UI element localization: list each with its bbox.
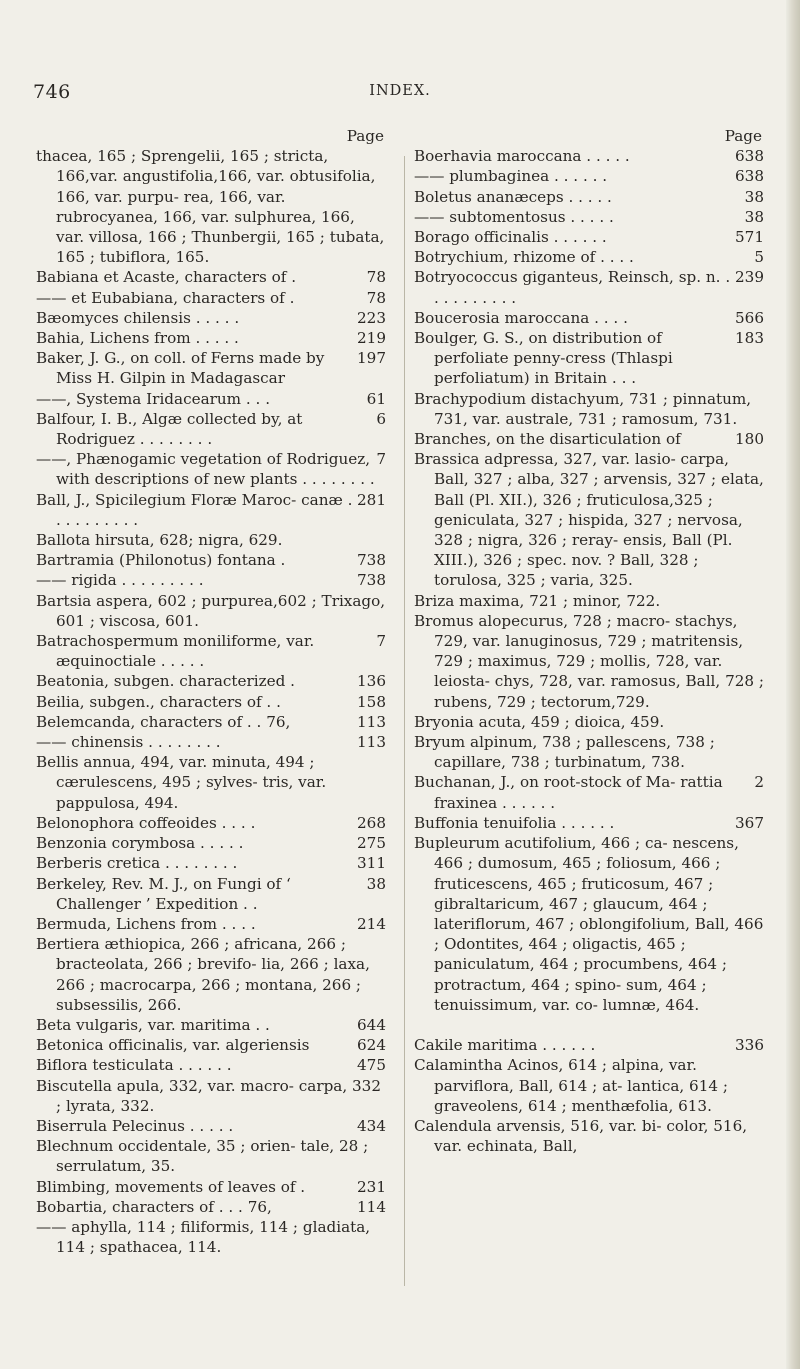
index-entry xyxy=(36,1177,386,1197)
left-column xyxy=(36,126,386,1257)
entry-text: Cakile maritima . . . . . . xyxy=(414,1036,596,1055)
entry-text: Berberis cretica . . . . . . . . xyxy=(36,854,238,873)
entry-text: Botrychium, rhizome of . . . . xyxy=(414,248,634,267)
entry-text: —— subtomentosus . . . . . xyxy=(414,207,614,226)
index-entry xyxy=(414,227,764,247)
section-gap xyxy=(414,1015,764,1035)
entry-text: Boletus ananæceps . . . . . xyxy=(414,187,612,206)
entry-text: ——, Phænogamic vegetation of Rodriguez, with descriptions of new plants . . . . . . . . xyxy=(36,450,375,489)
entry-page-ref: 113 xyxy=(357,712,386,731)
index-entry xyxy=(36,712,386,732)
entry-page-ref: 6 xyxy=(376,409,386,428)
index-entry xyxy=(36,530,386,550)
index-entry xyxy=(36,409,386,449)
index-entry xyxy=(414,146,764,166)
entry-page-ref: 638 xyxy=(735,147,764,166)
entry-text: Calendula arvensis, 516, var. bi- color, 516, var. echinata, Ball, xyxy=(414,1116,748,1156)
entry-text: Biflora testiculata . . . . . . xyxy=(36,1056,232,1075)
index-entry xyxy=(36,874,386,914)
entry-text: Biserrula Pelecinus . . . . . xyxy=(36,1116,234,1135)
page-header xyxy=(0,81,800,107)
entry-text: Batrachospermum moniliforme, var. æquinoctiale . . . . . xyxy=(36,632,315,671)
entry-text: Bellis annua, 494, var. minuta, 494 ; cærulescens, 495 ; sylves- tris, var. pappulosa, 494. xyxy=(36,753,327,812)
index-entry xyxy=(36,631,386,671)
entry-text: Belemcanda, characters of . . 76, xyxy=(36,712,291,731)
entry-page-ref: 738 xyxy=(357,571,386,590)
index-entry xyxy=(36,833,386,853)
index-entry xyxy=(414,611,764,712)
entry-text: —— aphylla, 114 ; filiformis, 114 ; gladiata, 114 ; spathacea, 114. xyxy=(36,1217,371,1257)
index-entry xyxy=(414,732,764,772)
entry-text: Buchanan, J., on root-stock of Ma- rattia fraxinea . . . . . . xyxy=(414,773,723,812)
entry-page-ref: 231 xyxy=(357,1177,386,1196)
index-entry xyxy=(414,247,764,267)
index-entry xyxy=(36,671,386,691)
index-entry xyxy=(414,591,764,611)
entry-page-ref: 78 xyxy=(366,288,386,307)
entry-text: Babiana et Acaste, characters of . xyxy=(36,268,297,287)
index-entry xyxy=(36,550,386,570)
index-entry xyxy=(36,1217,386,1257)
entry-text: Bupleurum acutifolium, 466 ; ca- nescens, 466 ; dumosum, 465 ; foliosum, 466 ; fruticescens, 465 ; fruticosum, 467 ; gibraltaricum, 467 ; glaucum, 464 ; lateriflorum, 467 ; oblongifolium, Ball, 466 ; Odontites, 464 ; oligactis, 465 ; paniculatum, 464 ; procumbens, 464 ; protractum, 464 ; spino- sum, 464 ; tenuissimum, var. co- lumnæ, 464. xyxy=(414,834,764,1014)
index-entry xyxy=(36,591,386,631)
page-column-header: Page xyxy=(346,127,384,145)
index-entry xyxy=(36,732,386,752)
entry-text: Bryonia acuta, 459 ; dioica, 459. xyxy=(414,712,665,731)
entry-text: Bromus alopecurus, 728 ; macro- stachys, 729, var. lanuginosus, 729 ; matritensis, 729 ; maximus, 729 ; mollis, 728, var. leiosta- chys, 728, var. ramosus, Ball, 728 ; rubens, 729 ; tectorum,729. xyxy=(414,611,765,711)
index-entry xyxy=(36,449,386,489)
entry-text: —— rigida . . . . . . . . . xyxy=(36,571,204,590)
index-entry xyxy=(36,267,386,287)
entry-text: Beilia, subgen., characters of . . xyxy=(36,692,281,711)
index-entry xyxy=(36,1076,386,1116)
entry-page-ref: 566 xyxy=(735,308,764,327)
entry-page-ref: 434 xyxy=(357,1116,386,1135)
entry-text: Bæomyces chilensis . . . . . xyxy=(36,308,240,327)
entry-page-ref: 275 xyxy=(357,834,386,853)
entry-text: Boerhavia maroccana . . . . . xyxy=(414,147,630,166)
index-entry xyxy=(414,166,764,186)
index-entry xyxy=(414,1116,764,1156)
entry-page-ref: 7 xyxy=(376,450,386,469)
entry-page-ref: 61 xyxy=(366,389,386,408)
entry-text: Blechnum occidentale, 35 ; orien- tale, 28 ; serrulatum, 35. xyxy=(36,1137,369,1176)
entry-text: Boulger, G. S., on distribution of perfoliate penny-cress (Thlaspi perfoliatum) in Britain . . . xyxy=(414,329,673,388)
entry-page-ref: 114 xyxy=(357,1197,386,1216)
entry-page-ref: 311 xyxy=(357,854,386,873)
index-entry xyxy=(36,1197,386,1217)
entry-page-ref: 158 xyxy=(357,692,386,711)
entry-text: Bartramia (Philonotus) fontana . xyxy=(36,551,286,570)
entry-page-ref: 38 xyxy=(744,187,764,206)
entry-page-ref: 336 xyxy=(735,1036,764,1055)
entry-page-ref: 367 xyxy=(735,813,764,832)
index-entry xyxy=(414,712,764,732)
entry-page-ref: 5 xyxy=(754,248,764,267)
page-column-header: Page xyxy=(724,127,762,145)
index-entry xyxy=(36,570,386,590)
entry-page-ref: 136 xyxy=(357,672,386,691)
index-entry xyxy=(36,1015,386,1035)
index-entry xyxy=(414,429,764,449)
entry-page-ref: 281 xyxy=(357,490,386,509)
entry-page-ref: 644 xyxy=(357,1015,386,1034)
entry-page-ref: 571 xyxy=(735,228,764,246)
page-number: 746 xyxy=(33,81,71,103)
entry-text: Baker, J. G., on coll. of Ferns made by Miss H. Gilpin in Madagascar xyxy=(36,349,325,388)
entry-text: Biscutella apula, 332, var. macro- carpa, 332 ; lyrata, 332. xyxy=(36,1076,382,1115)
entry-page-ref: 268 xyxy=(357,813,386,832)
entry-page-ref: 183 xyxy=(735,329,764,348)
index-entry xyxy=(36,308,386,328)
entry-text: Borago officinalis . . . . . . xyxy=(414,228,607,246)
entry-text: Belonophora coffeoides . . . . xyxy=(36,813,256,832)
index-entry xyxy=(36,813,386,833)
entry-text: Brassica adpressa, 327, var. lasio- carpa, Ball, 327 ; alba, 327 ; arvensis, 327 ; elata, Ball (Pl. XII.), 326 ; fruticulosa,325 ; geniculata, 327 ; hispida, 327 ; nervosa, 328 ; nigra, 326 ; reray- ensis, Ball (Pl. XIII.), 326 ; spec. nov. ? Ball, 328 ; torulosa, 325 ; varia, 325. xyxy=(414,450,764,590)
index-entry xyxy=(36,692,386,712)
index-entry xyxy=(36,288,386,308)
index-entry xyxy=(36,934,386,1015)
index-entry xyxy=(414,449,764,590)
page-edge xyxy=(786,0,800,1369)
index-entry xyxy=(414,772,764,812)
entry-text: —— plumbaginea . . . . . . xyxy=(414,167,608,186)
index-entry xyxy=(36,328,386,348)
entry-text: Berkeley, Rev. M. J., on Fungi of ‘ Challenger ’ Expedition . . xyxy=(36,874,291,913)
index-entry xyxy=(36,914,386,934)
entry-page-ref: 78 xyxy=(366,268,386,287)
entry-page-ref: 214 xyxy=(357,914,386,933)
index-entry xyxy=(36,348,386,388)
entry-text: Calamintha Acinos, 614 ; alpina, var. parviflora, Ball, 614 ; at- lantica, 614 ; graveolens, 614 ; menthæfolia, 613. xyxy=(414,1056,728,1115)
entry-page-ref: 7 xyxy=(376,632,386,651)
entry-text: Ball, J., Spicilegium Floræ Maroc- canæ . . . . . . . . . . xyxy=(36,490,353,529)
entry-text: thacea, 165 ; Sprengelii, 165 ; stricta, 166,var. angustifolia,166, var. obtusifolia, 166, var. purpu- rea, 166, var. rubrocyanea, 166, var. sulphurea, 166, var. villosa, 166 ; Thunbergii, 165 ; tubata, 165 ; tubiflora, 165. xyxy=(36,147,385,267)
entry-text: Briza maxima, 721 ; minor, 722. xyxy=(414,591,661,610)
entry-text: Branches, on the disarticulation of xyxy=(414,430,681,449)
entry-page-ref: 38 xyxy=(366,874,386,893)
index-entry xyxy=(414,389,764,429)
entry-text: Boucerosia maroccana . . . . xyxy=(414,308,628,327)
index-entry xyxy=(414,328,764,389)
entry-text: Ballota hirsuta, 628; nigra, 629. xyxy=(36,531,283,550)
entry-page-ref: 239 xyxy=(735,268,764,287)
entry-page-ref: 475 xyxy=(357,1056,386,1075)
index-entry xyxy=(36,490,386,530)
entry-text: Balfour, I. B., Algæ collected by, at Rodriguez . . . . . . . . xyxy=(36,409,303,449)
entry-page-ref: 2 xyxy=(754,773,764,792)
index-entry xyxy=(36,1035,386,1055)
entry-page-ref: 113 xyxy=(357,733,386,752)
entry-page-ref: 38 xyxy=(744,207,764,226)
index-entry xyxy=(414,267,764,307)
index-entry xyxy=(414,833,764,1015)
index-entry xyxy=(414,1035,764,1055)
entry-page-ref: 738 xyxy=(357,551,386,570)
index-entry xyxy=(36,1116,386,1136)
entry-text: Brachypodium distachyum, 731 ; pinnatum, 731, var. australe, 731 ; ramosum, 731. xyxy=(414,389,752,428)
index-entry xyxy=(414,813,764,833)
entry-text: Bahia, Lichens from . . . . . xyxy=(36,329,239,348)
entry-text: Bermuda, Lichens from . . . . xyxy=(36,914,256,933)
entry-text: Bobartia, characters of . . . 76, xyxy=(36,1197,272,1216)
entry-text: Blimbing, movements of leaves of . xyxy=(36,1177,306,1196)
entry-text: —— et Eubabiana, characters of . xyxy=(36,288,295,307)
entry-page-ref: 219 xyxy=(357,329,386,348)
index-entry xyxy=(36,853,386,873)
entry-text: Botryococcus giganteus, Reinsch, sp. n. . . . . . . . . . . xyxy=(414,268,731,307)
entry-text: Beatonia, subgen. characterized . xyxy=(36,672,295,691)
entry-text: Beta vulgaris, var. maritima . . xyxy=(36,1015,270,1034)
index-entry xyxy=(36,146,386,267)
column-divider xyxy=(404,156,405,1286)
index-entry xyxy=(414,187,764,207)
page-title: INDEX. xyxy=(369,83,431,99)
entry-text: Bertiera æthiopica, 266 ; africana, 266 ; bracteolata, 266 ; brevifo- lia, 266 ; laxa, 266 ; macrocarpa, 266 ; montana, 266 ; subsessilis, 266. xyxy=(36,935,370,1014)
index-entry xyxy=(414,308,764,328)
entry-page-ref: 638 xyxy=(735,167,764,186)
entry-page-ref: 223 xyxy=(357,308,386,327)
entry-page-ref: 624 xyxy=(357,1036,386,1055)
index-entry xyxy=(414,1055,764,1116)
entry-text: Betonica officinalis, var. algeriensis xyxy=(36,1036,310,1055)
index-entry xyxy=(36,752,386,813)
entry-text: Buffonia tenuifolia . . . . . . xyxy=(414,813,615,832)
entry-page-ref: 197 xyxy=(357,349,386,368)
index-entry xyxy=(414,207,764,227)
entry-text: Bartsia aspera, 602 ; purpurea,602 ; Trixago, 601 ; viscosa, 601. xyxy=(36,591,386,630)
right-column xyxy=(414,126,764,1156)
entry-text: Benzonia corymbosa . . . . . xyxy=(36,834,244,853)
index-entry xyxy=(36,1136,386,1176)
entry-page-ref: 180 xyxy=(735,430,764,449)
entry-text: ——, Systema Iridacearum . . . xyxy=(36,389,271,408)
entry-text: Bryum alpinum, 738 ; pallescens, 738 ; capillare, 738 ; turbinatum, 738. xyxy=(414,733,715,772)
index-entry xyxy=(36,389,386,409)
index-entry xyxy=(36,1055,386,1075)
entry-text: —— chinensis . . . . . . . . xyxy=(36,733,221,752)
